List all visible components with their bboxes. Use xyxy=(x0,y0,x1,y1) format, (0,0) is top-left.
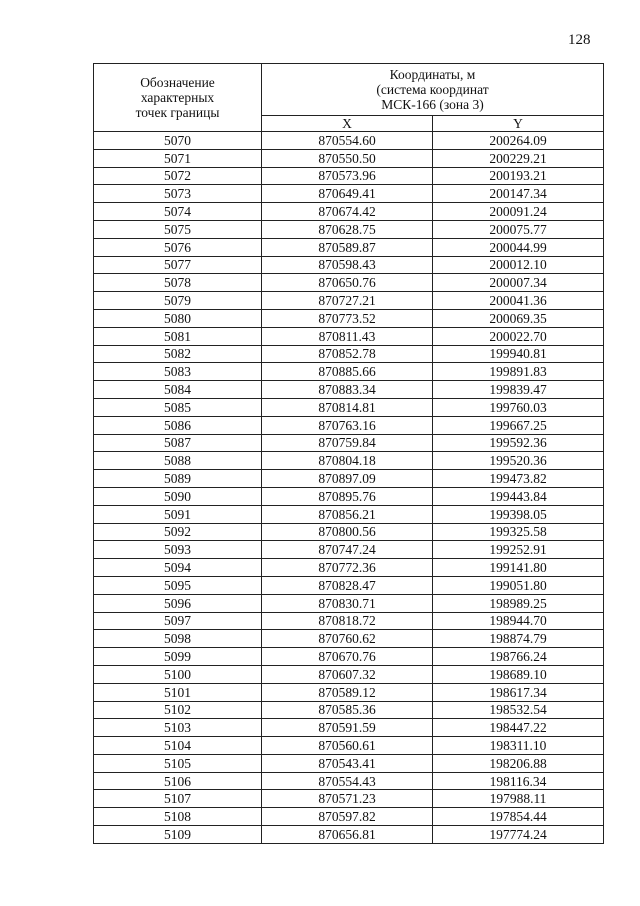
point-id-cell: 5100 xyxy=(94,665,262,683)
x-coordinate-cell: 870585.36 xyxy=(262,701,433,719)
table-row xyxy=(94,701,604,719)
table-row xyxy=(94,790,604,808)
point-id-cell: 5091 xyxy=(94,505,262,523)
table-row xyxy=(94,398,604,416)
x-coordinate-cell: 870589.12 xyxy=(262,683,433,701)
x-coordinate-cell: 870772.36 xyxy=(262,559,433,577)
y-coordinate-cell: 199252.91 xyxy=(433,541,604,559)
table-row xyxy=(94,683,604,701)
point-id-cell: 5090 xyxy=(94,487,262,505)
point-id-cell: 5085 xyxy=(94,398,262,416)
table-row xyxy=(94,648,604,666)
y-column-header: Y xyxy=(433,116,604,132)
x-coordinate-cell: 870883.34 xyxy=(262,381,433,399)
point-id-cell: 5078 xyxy=(94,274,262,292)
point-label-line: характерных xyxy=(140,90,215,105)
y-coordinate-cell: 200012.10 xyxy=(433,256,604,274)
table-row xyxy=(94,149,604,167)
table-body xyxy=(94,132,604,844)
table-row xyxy=(94,630,604,648)
y-coordinate-cell: 198311.10 xyxy=(433,737,604,755)
point-id-cell: 5081 xyxy=(94,327,262,345)
x-coordinate-cell: 870550.50 xyxy=(262,149,433,167)
point-id-cell: 5096 xyxy=(94,594,262,612)
x-coordinate-cell: 870649.41 xyxy=(262,185,433,203)
x-coordinate-cell: 870897.09 xyxy=(262,470,433,488)
table-row xyxy=(94,452,604,470)
y-coordinate-cell: 199443.84 xyxy=(433,487,604,505)
y-coordinate-cell: 200147.34 xyxy=(433,185,604,203)
y-coordinate-cell: 200075.77 xyxy=(433,220,604,238)
table-row xyxy=(94,220,604,238)
coords-header-line: (система координат xyxy=(376,82,489,97)
point-id-cell: 5104 xyxy=(94,737,262,755)
x-coordinate-cell: 870674.42 xyxy=(262,203,433,221)
point-id-cell: 5094 xyxy=(94,559,262,577)
table-row xyxy=(94,541,604,559)
x-coordinate-cell: 870571.23 xyxy=(262,790,433,808)
table-row xyxy=(94,594,604,612)
table-row xyxy=(94,416,604,434)
coordinates-header xyxy=(262,64,604,116)
x-coordinate-cell: 870747.24 xyxy=(262,541,433,559)
table-row xyxy=(94,238,604,256)
table-row xyxy=(94,719,604,737)
point-id-cell: 5087 xyxy=(94,434,262,452)
x-coordinate-cell: 870670.76 xyxy=(262,648,433,666)
table-row xyxy=(94,665,604,683)
x-coordinate-cell: 870885.66 xyxy=(262,363,433,381)
table-row xyxy=(94,363,604,381)
y-coordinate-cell: 197988.11 xyxy=(433,790,604,808)
point-id-cell: 5098 xyxy=(94,630,262,648)
point-id-cell: 5105 xyxy=(94,754,262,772)
point-id-cell: 5074 xyxy=(94,203,262,221)
point-label-line: Обозначение xyxy=(140,75,215,90)
y-coordinate-cell: 199592.36 xyxy=(433,434,604,452)
table-row xyxy=(94,256,604,274)
table-row xyxy=(94,434,604,452)
table-row xyxy=(94,327,604,345)
x-coordinate-cell: 870763.16 xyxy=(262,416,433,434)
x-coordinate-cell: 870814.81 xyxy=(262,398,433,416)
x-coordinate-cell: 870650.76 xyxy=(262,274,433,292)
point-id-cell: 5080 xyxy=(94,309,262,327)
point-id-cell: 5097 xyxy=(94,612,262,630)
y-coordinate-cell: 199325.58 xyxy=(433,523,604,541)
table-row xyxy=(94,381,604,399)
y-coordinate-cell: 197854.44 xyxy=(433,808,604,826)
table-row xyxy=(94,559,604,577)
x-coordinate-cell: 870760.62 xyxy=(262,630,433,648)
x-coordinate-cell: 870895.76 xyxy=(262,487,433,505)
y-coordinate-cell: 199667.25 xyxy=(433,416,604,434)
x-coordinate-cell: 870597.82 xyxy=(262,808,433,826)
y-coordinate-cell: 200229.21 xyxy=(433,149,604,167)
y-coordinate-cell: 200007.34 xyxy=(433,274,604,292)
table-row xyxy=(94,132,604,150)
x-coordinate-cell: 870759.84 xyxy=(262,434,433,452)
point-id-cell: 5086 xyxy=(94,416,262,434)
table-row xyxy=(94,772,604,790)
point-id-cell: 5108 xyxy=(94,808,262,826)
x-coordinate-cell: 870656.81 xyxy=(262,826,433,844)
point-id-cell: 5092 xyxy=(94,523,262,541)
point-id-cell: 5082 xyxy=(94,345,262,363)
point-id-cell: 5071 xyxy=(94,149,262,167)
y-coordinate-cell: 200264.09 xyxy=(433,132,604,150)
x-coordinate-cell: 870856.21 xyxy=(262,505,433,523)
point-id-cell: 5103 xyxy=(94,719,262,737)
table-row xyxy=(94,487,604,505)
point-id-cell: 5095 xyxy=(94,576,262,594)
y-coordinate-cell: 199051.80 xyxy=(433,576,604,594)
table-row xyxy=(94,274,604,292)
y-coordinate-cell: 199891.83 xyxy=(433,363,604,381)
point-id-cell: 5109 xyxy=(94,826,262,844)
y-coordinate-cell: 200041.36 xyxy=(433,292,604,310)
table-row xyxy=(94,754,604,772)
x-coordinate-cell: 870598.43 xyxy=(262,256,433,274)
point-id-cell: 5077 xyxy=(94,256,262,274)
y-coordinate-cell: 198874.79 xyxy=(433,630,604,648)
point-label-header xyxy=(94,64,262,132)
table-row xyxy=(94,737,604,755)
y-coordinate-cell: 198989.25 xyxy=(433,594,604,612)
y-coordinate-cell: 200091.24 xyxy=(433,203,604,221)
y-coordinate-cell: 200044.99 xyxy=(433,238,604,256)
y-coordinate-cell: 200022.70 xyxy=(433,327,604,345)
point-label-line: точек границы xyxy=(135,105,220,120)
point-id-cell: 5084 xyxy=(94,381,262,399)
point-id-cell: 5089 xyxy=(94,470,262,488)
table-row xyxy=(94,612,604,630)
y-coordinate-cell: 198689.10 xyxy=(433,665,604,683)
y-coordinate-cell: 199839.47 xyxy=(433,381,604,399)
y-coordinate-cell: 199940.81 xyxy=(433,345,604,363)
x-coordinate-cell: 870591.59 xyxy=(262,719,433,737)
x-coordinate-cell: 870543.41 xyxy=(262,754,433,772)
table-row xyxy=(94,470,604,488)
y-coordinate-cell: 198617.34 xyxy=(433,683,604,701)
point-id-cell: 5093 xyxy=(94,541,262,559)
coords-header-line: Координаты, м xyxy=(389,67,476,82)
table-row xyxy=(94,345,604,363)
table-row xyxy=(94,203,604,221)
coordinates-table xyxy=(93,63,604,844)
x-coordinate-cell: 870560.61 xyxy=(262,737,433,755)
x-coordinate-cell: 870852.78 xyxy=(262,345,433,363)
point-id-cell: 5073 xyxy=(94,185,262,203)
point-id-cell: 5070 xyxy=(94,132,262,150)
point-id-cell: 5106 xyxy=(94,772,262,790)
x-coordinate-cell: 870607.32 xyxy=(262,665,433,683)
point-id-cell: 5072 xyxy=(94,167,262,185)
x-coordinate-cell: 870554.60 xyxy=(262,132,433,150)
y-coordinate-cell: 199520.36 xyxy=(433,452,604,470)
x-coordinate-cell: 870800.56 xyxy=(262,523,433,541)
table-row xyxy=(94,808,604,826)
point-id-cell: 5099 xyxy=(94,648,262,666)
x-coordinate-cell: 870554.43 xyxy=(262,772,433,790)
x-coordinate-cell: 870828.47 xyxy=(262,576,433,594)
y-coordinate-cell: 200193.21 xyxy=(433,167,604,185)
y-coordinate-cell: 198944.70 xyxy=(433,612,604,630)
page-number: 128 xyxy=(568,32,591,48)
point-id-cell: 5107 xyxy=(94,790,262,808)
y-coordinate-cell: 199473.82 xyxy=(433,470,604,488)
table-row xyxy=(94,309,604,327)
point-id-cell: 5083 xyxy=(94,363,262,381)
x-coordinate-cell: 870818.72 xyxy=(262,612,433,630)
y-coordinate-cell: 200069.35 xyxy=(433,309,604,327)
table-row xyxy=(94,826,604,844)
table-row xyxy=(94,167,604,185)
x-column-header: X xyxy=(262,116,433,132)
y-coordinate-cell: 197774.24 xyxy=(433,826,604,844)
table-row xyxy=(94,576,604,594)
y-coordinate-cell: 198116.34 xyxy=(433,772,604,790)
x-coordinate-cell: 870830.71 xyxy=(262,594,433,612)
x-coordinate-cell: 870589.87 xyxy=(262,238,433,256)
point-id-cell: 5102 xyxy=(94,701,262,719)
point-id-cell: 5075 xyxy=(94,220,262,238)
table-row xyxy=(94,505,604,523)
y-coordinate-cell: 198766.24 xyxy=(433,648,604,666)
x-coordinate-cell: 870811.43 xyxy=(262,327,433,345)
table-row xyxy=(94,523,604,541)
y-coordinate-cell: 198532.54 xyxy=(433,701,604,719)
point-id-cell: 5101 xyxy=(94,683,262,701)
y-coordinate-cell: 198447.22 xyxy=(433,719,604,737)
coords-header-line: МСК-166 (зона 3) xyxy=(381,97,484,112)
y-coordinate-cell: 198206.88 xyxy=(433,754,604,772)
table-row xyxy=(94,292,604,310)
x-coordinate-cell: 870773.52 xyxy=(262,309,433,327)
x-coordinate-cell: 870727.21 xyxy=(262,292,433,310)
y-coordinate-cell: 199760.03 xyxy=(433,398,604,416)
point-id-cell: 5076 xyxy=(94,238,262,256)
table-row xyxy=(94,185,604,203)
y-coordinate-cell: 199141.80 xyxy=(433,559,604,577)
x-coordinate-cell: 870573.96 xyxy=(262,167,433,185)
y-coordinate-cell: 199398.05 xyxy=(433,505,604,523)
point-id-cell: 5088 xyxy=(94,452,262,470)
point-id-cell: 5079 xyxy=(94,292,262,310)
x-coordinate-cell: 870628.75 xyxy=(262,220,433,238)
x-coordinate-cell: 870804.18 xyxy=(262,452,433,470)
